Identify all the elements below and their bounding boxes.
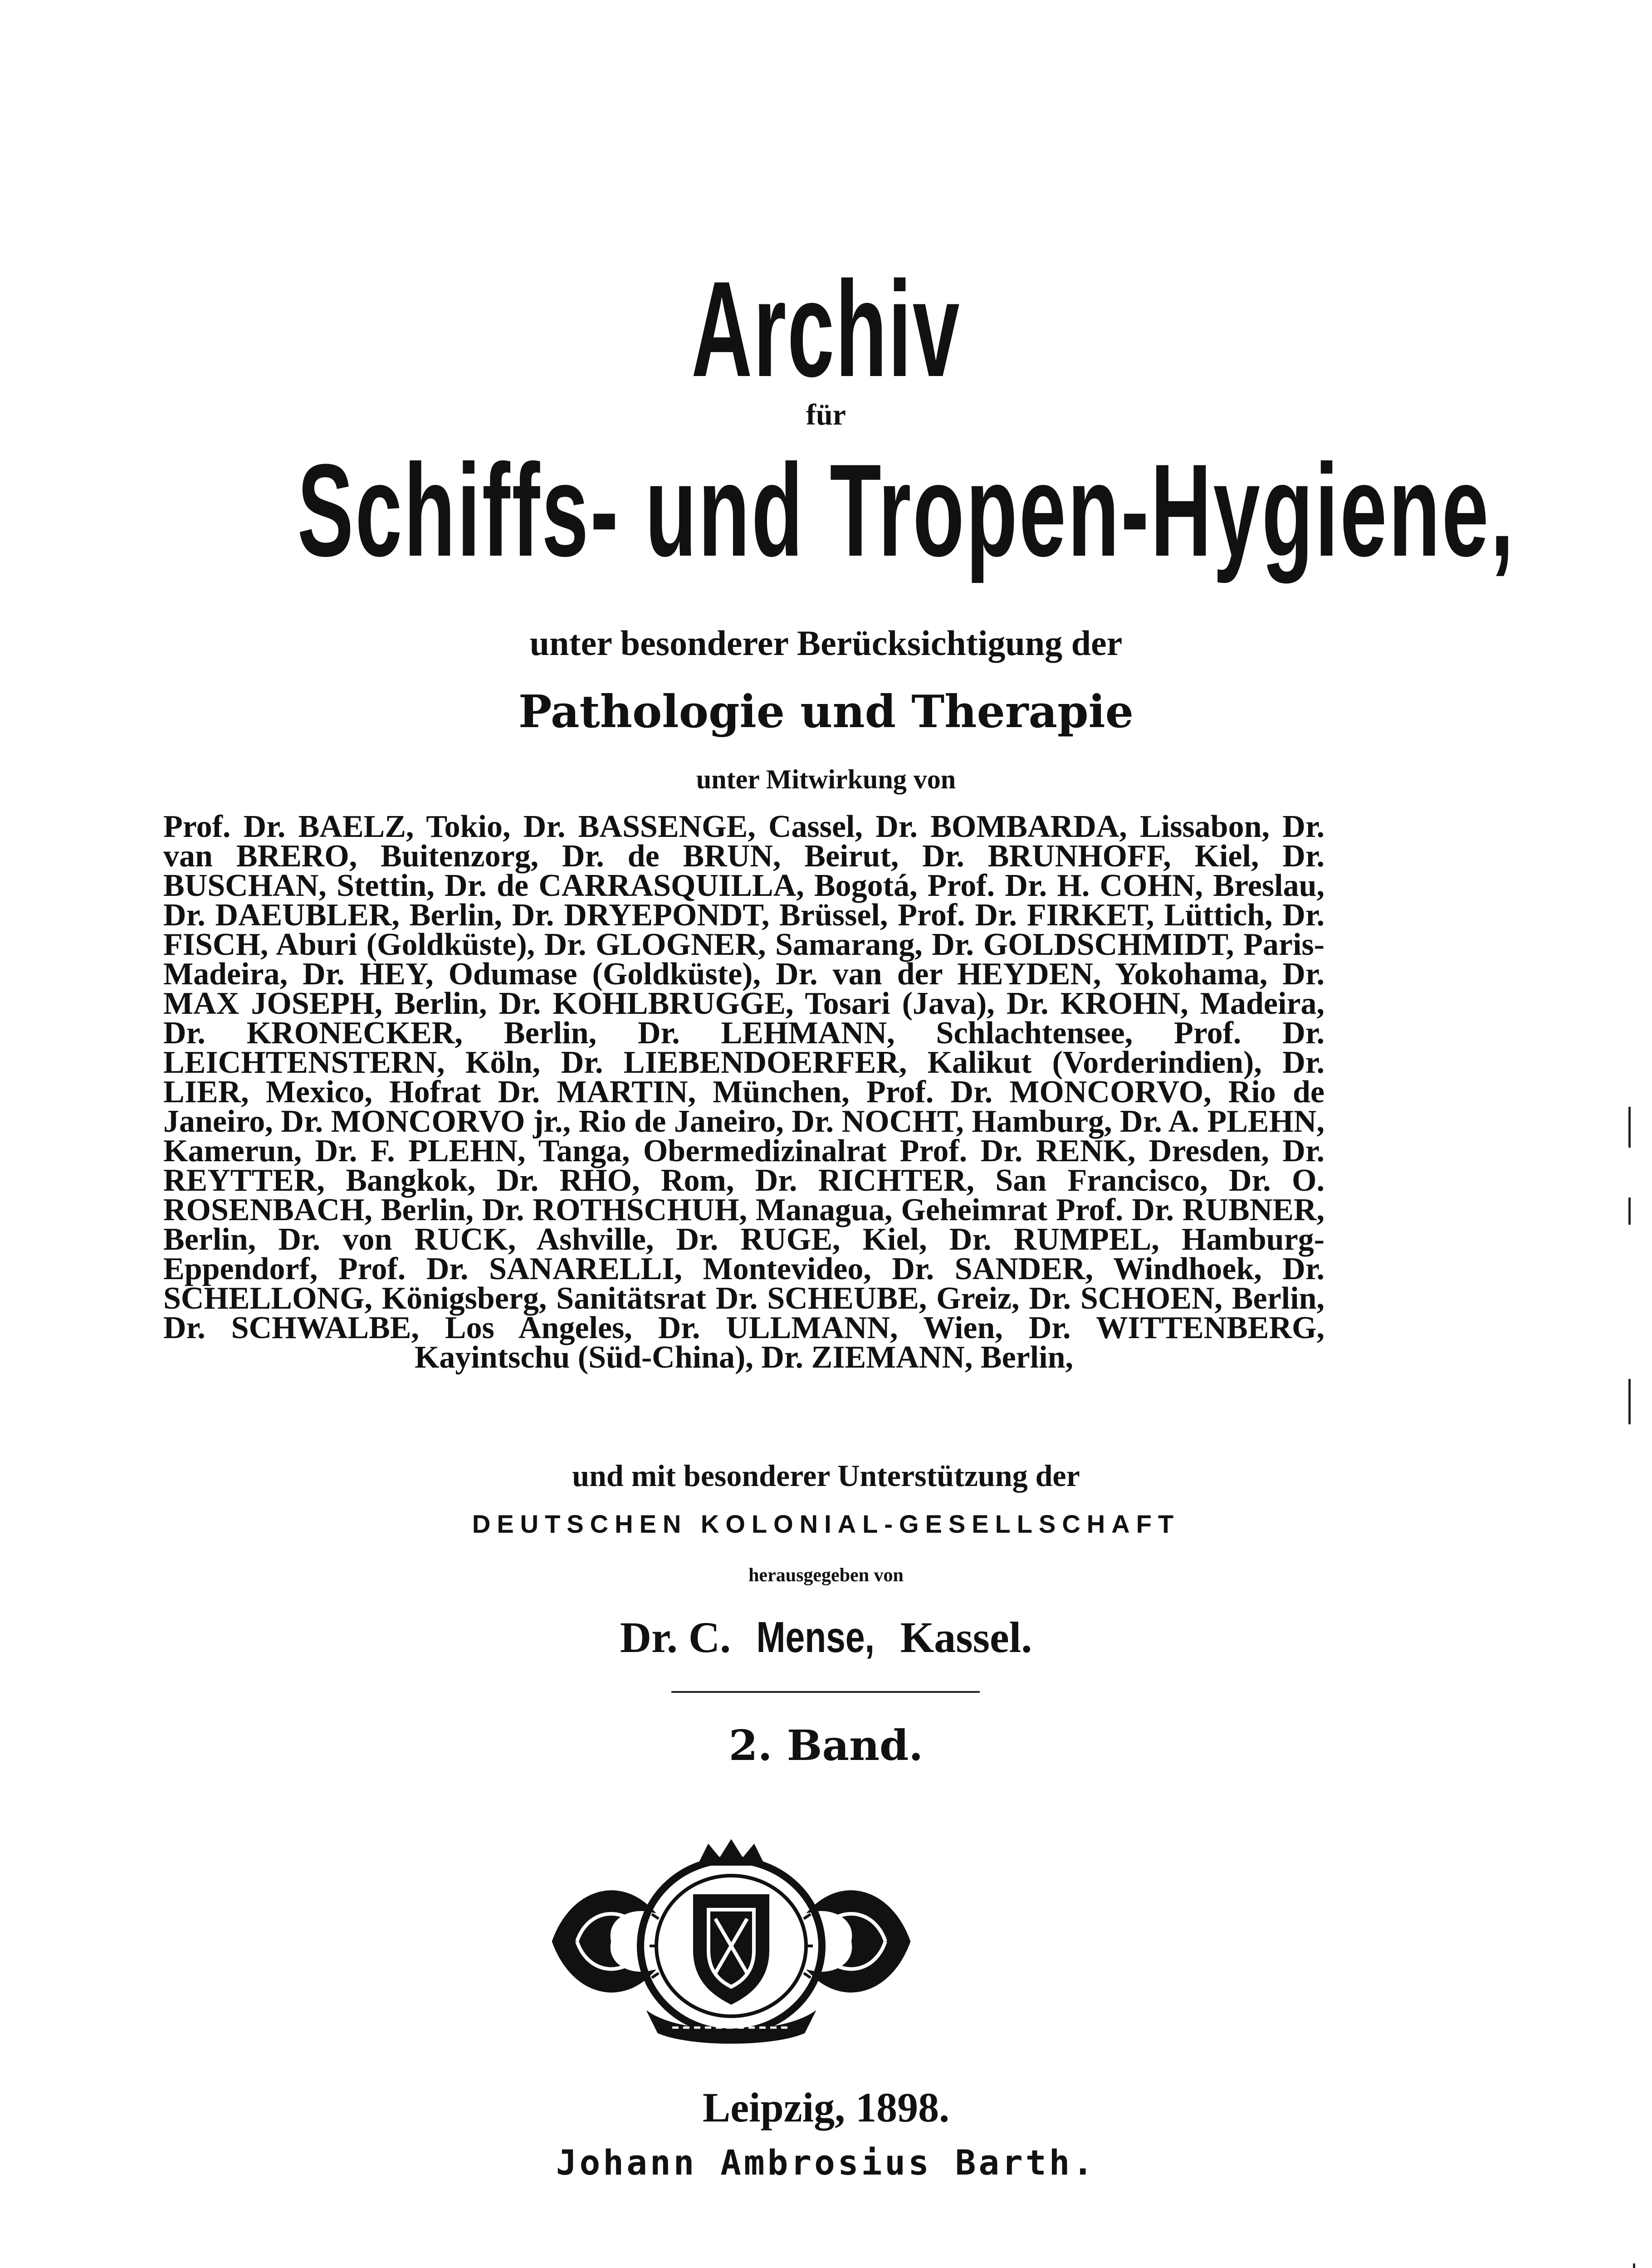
volume-number: 2. Band.: [728, 1721, 924, 1770]
editor-name: Mense,: [756, 1613, 875, 1662]
margin-mark: [1628, 1198, 1631, 1225]
editor-place: Kassel.: [900, 1613, 1032, 1662]
contributors-list: Prof. Dr. BAELZ, Tokio, Dr. BASSENGE, Cassel, Dr. BOMBARDA, Lissabon, Dr. van BRERO, Buitenzorg, Dr. de BRUN, Beirut, Dr. BRUNHOFF, Kiel, Dr. BUSCHAN, Stettin, Dr. de CARRASQUILLA, Bogotá, Prof. Dr. H. COHN, Breslau, Dr. DAEUBLER, Berlin, Dr. DRYEPONDT, Brüssel, Prof. Dr. FIRKET, Lüttich, Dr. FISCH, Aburi (Goldküste), Dr. GLOGNER, Samarang, Dr. GOLDSCHMIDT, Paris-Madeira, Dr. HEY, Odumase (Goldküste), Dr. van der HEYDEN, Yokohama, Dr. MAX JOSEPH, Berlin, Dr. KOHLBRUGGE, Tosari (Java), Dr. KROHN, Madeira, Dr. KRONECKER, Berlin, Dr. LEHMANN, Schlachtensee, Prof. Dr. LEICHTENSTERN, Köln, Dr. LIEBENDOERFER, Kalikut (Vorderindien), Dr. LIER, Mexico, Hofrat Dr. MARTIN, München, Prof. Dr. MONCORVO, Rio de Janeiro, Dr. MONCORVO jr., Rio de Janeiro, Dr. NOCHT, Hamburg, Dr. A. PLEHN, Kamerun, Dr. F. PLEHN, Tanga, Obermedizinalrat Prof. Dr. RENK, Dresden, Dr. REYTTER, Bangkok, Dr. RHO, Rom, Dr. RICHTER, San Francisco, Dr. O. ROSENBACH, Berlin, Dr. ROTHSCHUH, Managua, Geheimrat Prof. Dr. RUBNER, Berlin, Dr. von RUCK, Ashville, Dr. RUGE, Kiel, Dr. RUMPEL, Hamburg-Eppendorf, Prof. Dr. SANARELLI, Montevideo, Dr. SANDER, Windhoek, Dr. SCHELLONG, Königsberg, Sanitätsrat Dr. SCHEUBE, Greiz, Dr. SCHOEN, Berlin, Dr. SCHWALBE, Los Angeles, Dr. ULLMANN, Wien, Dr. WITTENBERG, Kayintschu (Süd-China), Dr. ZIEMANN, Berlin,: [163, 809, 1325, 1375]
margin-mark: [1633, 2263, 1635, 2268]
edited-by-line: herausgegeben von: [748, 1565, 904, 1586]
subtitle-line-2: Pathologie und Therapie: [518, 686, 1134, 738]
imprint-publisher: Johann Ambrosius Barth.: [556, 2142, 1096, 2183]
subtitle-line-3: unter Mitwirkung von: [696, 764, 956, 794]
journal-title-archiv: Archiv: [691, 253, 961, 405]
editor-line: [0, 1610, 1652, 1665]
margin-mark: [1628, 1379, 1631, 1424]
publisher-seal-icon: [536, 1837, 926, 2046]
divider-rule: [671, 1691, 980, 1693]
support-line: und mit besonderer Unterstützung der: [572, 1458, 1080, 1493]
journal-title-subject: Schiffs- und Tropen-Hygiene,: [297, 437, 1515, 584]
society-name: DEUTSCHEN KOLONIAL-GESELLSCHAFT: [472, 1510, 1180, 1538]
imprint-place-year: Leipzig, 1898.: [702, 2084, 950, 2131]
subtitle-line-1: unter besonderer Berücksichtigung der: [529, 623, 1123, 663]
margin-mark: [1628, 1107, 1631, 1148]
editor-prefix: Dr. C.: [620, 1613, 731, 1662]
journal-title-connector: für: [806, 398, 846, 431]
